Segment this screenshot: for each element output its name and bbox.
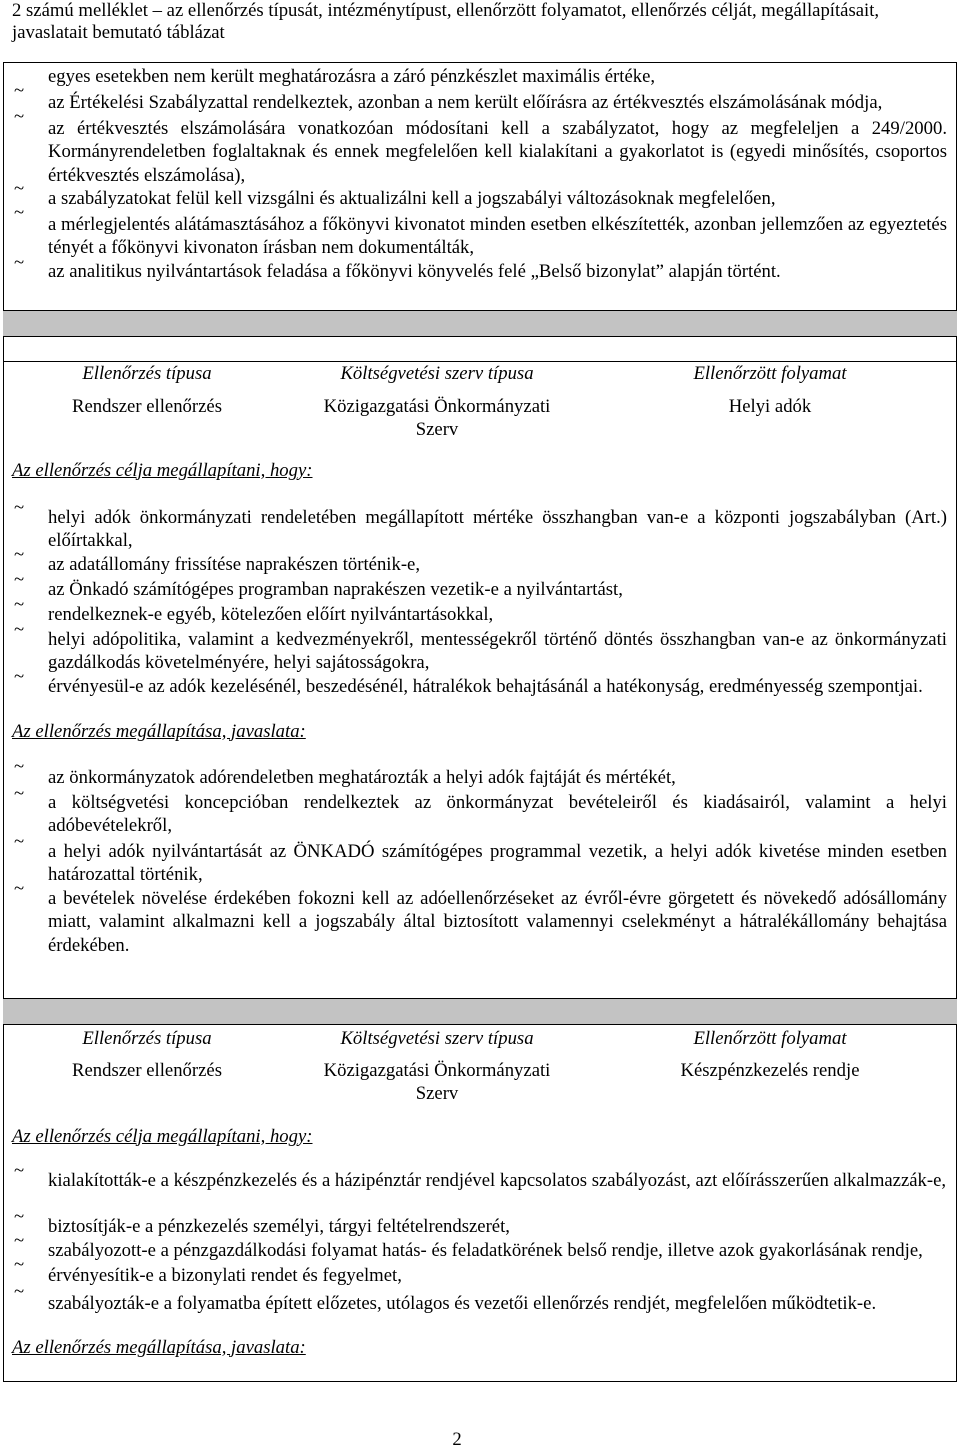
bullet-marker: ~ <box>14 1254 25 1275</box>
goal-heading: Az ellenőrzés célja megállapítani, hogy: <box>12 1125 313 1147</box>
bullet-marker: ~ <box>14 1160 25 1181</box>
bullet-marker: ~ <box>14 569 25 590</box>
bullet-marker: ~ <box>14 497 25 518</box>
goal-item: rendelkeznek-e egyéb, kötelezően előírt nyilvántartásokkal, <box>48 603 494 625</box>
goal-item: szabályozták-e a folyamatba épített előzetes, utólagos és vezetői ellenőrzés rendjét, megfelelően működtetik-e. <box>48 1292 877 1314</box>
bullet-marker: ~ <box>14 202 25 223</box>
table-header-inspection-type: Ellenőrzés típusa <box>82 362 212 384</box>
bullet-marker: ~ <box>14 1230 25 1251</box>
bullet-marker: ~ <box>14 756 25 777</box>
table-header-process: Ellenőrzött folyamat <box>693 1027 847 1049</box>
table-header-organization-type: Költségvetési szerv típusa <box>340 362 534 384</box>
finding-item: a helyi adók nyilvántartását az ÖNKADÓ számítógépes programmal vezetik, a helyi adók kivetése minden esetben határozattal történik, <box>48 840 947 885</box>
section-separator-band <box>3 998 957 1025</box>
bullet-marker: ~ <box>14 666 25 687</box>
table-cell-inspection-type: Rendszer ellenőrzés <box>72 1059 222 1081</box>
goal-item: érvényesítik-e a bizonylati rendet és fegyelmet, <box>48 1264 402 1286</box>
bullet-marker: ~ <box>14 252 25 273</box>
table-header-organization-type: Költségvetési szerv típusa <box>340 1027 534 1049</box>
goal-item: biztosítják-e a pénzkezelés személyi, tárgyi feltételrendszerét, <box>48 1215 510 1237</box>
goal-item: helyi adópolitika, valamint a kedvezményekről, mentességekről történő döntés összhangban van-e az önkormányzati gazdálkodás követelményére, helyi sajátosságokra, <box>48 628 947 673</box>
bullet-marker: ~ <box>14 106 25 127</box>
section-separator-band <box>3 310 957 337</box>
findings-heading: Az ellenőrzés megállapítása, javaslata: <box>12 1336 306 1358</box>
finding-item: a költségvetési koncepcióban rendelkeztek az önkormányzat bevételeiről és kiadásairól, valamint a helyi adóbevételekről, <box>48 791 947 836</box>
bullet-marker: ~ <box>14 878 25 899</box>
bullet-marker: ~ <box>14 831 25 852</box>
goal-item: kialakították-e a készpénzkezelés és a házipénztár rendjével kapcsolatos szabályozást, azt előírásszerűen alkalmazzák-e, <box>48 1169 947 1191</box>
table-cell-organization-type: Közigazgatási Önkormányzati Szerv <box>323 1059 551 1104</box>
table-cell-process: Helyi adók <box>728 395 812 417</box>
bullet-marker: ~ <box>14 1281 25 1302</box>
finding-item: a mérlegjelentés alátámasztásához a főkönyvi kivonatot minden esetben elkészítették, azonban jellemzően az egyeztetés tényét a főkönyvi kivonaton írásban nem dokumentálták, <box>48 213 947 258</box>
findings-heading: Az ellenőrzés megállapítása, javaslata: <box>12 720 306 742</box>
bullet-marker: ~ <box>14 594 25 615</box>
goal-heading: Az ellenőrzés célja megállapítani, hogy: <box>12 459 313 481</box>
goal-item: helyi adók önkormányzati rendeletében megállapított mértéke összhangban van-e a központi jogszabályban (Art.) előírtakkal, <box>48 506 947 551</box>
finding-item: az analitikus nyilvántartások feladása a főkönyvi könyvelés felé „Belső bizonylat” alapján történt. <box>48 260 781 282</box>
finding-item: a bevételek növelése érdekében fokozni kell az adóellenőrzéseket az évről-évre görgetett és növekedő adósállomány miatt, valamint alkalmazni kell a jogszabály által biztosított valamennyi cselekményt a hátralékállomány behajtása érdekében. <box>48 887 947 956</box>
table-cell-process: Készpénzkezelés rendje <box>680 1059 860 1081</box>
table-header-process: Ellenőrzött folyamat <box>693 362 847 384</box>
table-cell-inspection-type: Rendszer ellenőrzés <box>72 395 222 417</box>
bullet-marker: ~ <box>14 544 25 565</box>
page-number: 2 <box>452 1429 462 1449</box>
bullet-marker: ~ <box>14 619 25 640</box>
finding-item: az Értékelési Szabályzattal rendelkeztek, azonban a nem került előírásra az értékvesztés elszámolásának módja, <box>48 91 883 113</box>
table-cell-organization-type: Közigazgatási Önkormányzati Szerv <box>323 395 551 440</box>
finding-item: az önkormányzatok adórendeletben meghatározták a helyi adók fajtáját és mértékét, <box>48 766 676 788</box>
document-title: 2 számú melléklet – az ellenőrzés típusát, intézménytípust, ellenőrzött folyamatot, ellenőrzés célját, megállapításait, javaslatait bemutató táblázat <box>12 0 880 43</box>
finding-item: egyes esetekben nem került meghatározásra a záró pénzkészlet maximális értéke, <box>48 65 656 87</box>
bullet-marker: ~ <box>14 1206 25 1227</box>
finding-item: az értékvesztés elszámolására vonatkozóan módosítani kell a szabályzatot, hogy az megfeleljen a 249/2000. Kormányrendeletben foglaltaknak és ennek megfelelően kell kialakítani a gyakorlatot is (egyedi minősítés, csoportos értékvesztés elszámolása), <box>48 117 947 186</box>
goal-item: szabályozott-e a pénzgazdálkodási folyamat hatás- és feladatkörének belső rendje, illetve azok gyakorlásának rendje, <box>48 1239 923 1261</box>
bullet-marker: ~ <box>14 178 25 199</box>
goal-item: érvényesül-e az adók kezelésénél, beszedésénél, hátralékok behajtásánál a hatékonyság, eredményesség szempontjai. <box>48 675 923 697</box>
finding-item: a szabályzatokat felül kell vizsgálni és aktualizálni kell a jogszabályi változásoknak megfelelően, <box>48 187 776 209</box>
bullet-marker: ~ <box>14 80 25 101</box>
goal-item: az adatállomány frissítése naprakészen történik-e, <box>48 553 421 575</box>
table-header-inspection-type: Ellenőrzés típusa <box>82 1027 212 1049</box>
goal-item: az Önkadó számítógépes programban naprakészen vezetik-e a nyilvántartást, <box>48 578 623 600</box>
bullet-marker: ~ <box>14 783 25 804</box>
